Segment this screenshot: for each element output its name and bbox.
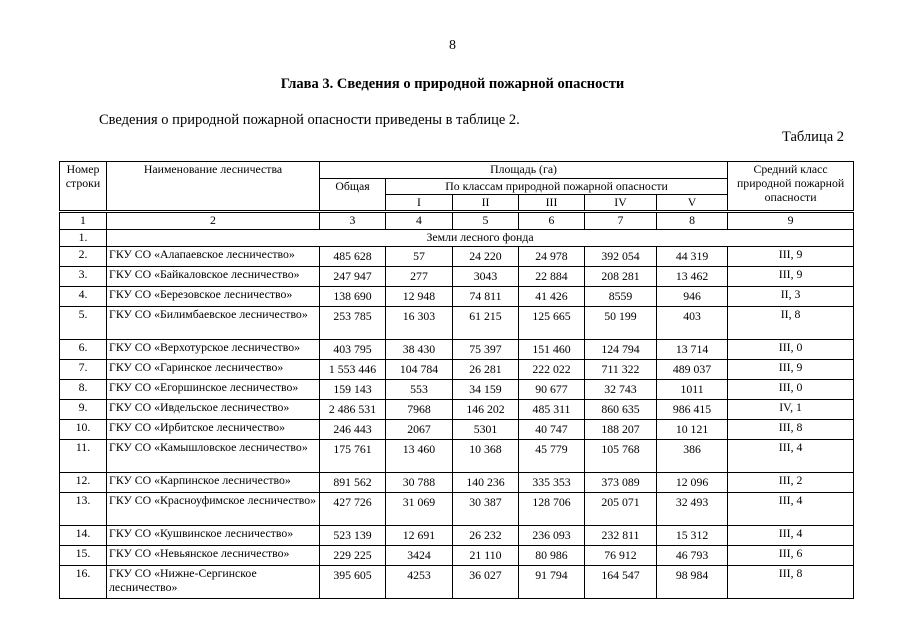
avg-class: III, 9 <box>728 267 854 287</box>
area-class-1: 57 <box>386 247 453 267</box>
forestry-name: ГКУ СО «Билимбаевское лесничество» <box>107 307 320 340</box>
header-name: Наименование лесничества <box>107 162 320 212</box>
forestry-name: ГКУ СО «Карпинское лесничество» <box>107 473 320 493</box>
avg-class: II, 3 <box>728 287 854 307</box>
area-class-2: 140 236 <box>453 473 519 493</box>
row-number: 9. <box>60 400 107 420</box>
forestry-name: ГКУ СО «Гаринское лесничество» <box>107 360 320 380</box>
area-class-2: 34 159 <box>453 380 519 400</box>
area-class-5: 386 <box>657 440 728 473</box>
area-class-1: 3424 <box>386 546 453 566</box>
area-class-2: 61 215 <box>453 307 519 340</box>
area-class-3: 236 093 <box>519 526 585 546</box>
area-class-3: 45 779 <box>519 440 585 473</box>
area-class-1: 277 <box>386 267 453 287</box>
area-class-1: 13 460 <box>386 440 453 473</box>
row-number: 8. <box>60 380 107 400</box>
column-number: 2 <box>107 212 320 230</box>
section-row <box>60 230 854 247</box>
area-class-2: 26 281 <box>453 360 519 380</box>
row-number: 7. <box>60 360 107 380</box>
area-class-1: 30 788 <box>386 473 453 493</box>
table-row <box>60 526 854 546</box>
area-class-1: 31 069 <box>386 493 453 526</box>
area-class-3: 125 665 <box>519 307 585 340</box>
area-class-3: 40 747 <box>519 420 585 440</box>
area-class-5: 12 096 <box>657 473 728 493</box>
table-row <box>60 400 854 420</box>
table-row <box>60 380 854 400</box>
header-row-number: Номер строки <box>60 162 107 212</box>
area-class-2: 26 232 <box>453 526 519 546</box>
column-number: 8 <box>657 212 728 230</box>
area-total: 395 605 <box>320 566 386 599</box>
area-class-3: 128 706 <box>519 493 585 526</box>
row-number: 2. <box>60 247 107 267</box>
area-class-3: 222 022 <box>519 360 585 380</box>
area-class-2: 10 368 <box>453 440 519 473</box>
area-class-3: 91 794 <box>519 566 585 599</box>
column-number: 4 <box>386 212 453 230</box>
row-number: 10. <box>60 420 107 440</box>
area-total: 229 225 <box>320 546 386 566</box>
header-by-class: По классам природной пожарной опасности <box>386 179 728 195</box>
row-number: 5. <box>60 307 107 340</box>
area-class-3: 485 311 <box>519 400 585 420</box>
forestry-name: ГКУ СО «Верхотурское лесничество» <box>107 340 320 360</box>
table-row <box>60 360 854 380</box>
area-class-3: 90 677 <box>519 380 585 400</box>
area-class-5: 98 984 <box>657 566 728 599</box>
column-number: 7 <box>585 212 657 230</box>
area-total: 485 628 <box>320 247 386 267</box>
area-class-4: 373 089 <box>585 473 657 493</box>
area-class-2: 36 027 <box>453 566 519 599</box>
area-class-4: 860 635 <box>585 400 657 420</box>
area-total: 891 562 <box>320 473 386 493</box>
area-total: 2 486 531 <box>320 400 386 420</box>
area-class-1: 553 <box>386 380 453 400</box>
forestry-name: ГКУ СО «Алапаевское лесничество» <box>107 247 320 267</box>
row-number: 4. <box>60 287 107 307</box>
area-class-5: 32 493 <box>657 493 728 526</box>
area-class-1: 7968 <box>386 400 453 420</box>
page-number: 8 <box>449 38 456 53</box>
table-row <box>60 473 854 493</box>
area-class-3: 151 460 <box>519 340 585 360</box>
table-row <box>60 340 854 360</box>
section-label: Земли лесного фонда <box>107 230 854 247</box>
area-class-2: 24 220 <box>453 247 519 267</box>
forestry-name: ГКУ СО «Кушвинское лесничество» <box>107 526 320 546</box>
table-label: Таблица 2 <box>781 129 844 145</box>
header-class-2: II <box>453 195 519 212</box>
area-class-4: 392 054 <box>585 247 657 267</box>
table-row <box>60 493 854 526</box>
area-class-2: 75 397 <box>453 340 519 360</box>
column-number: 9 <box>728 212 854 230</box>
table-row <box>60 440 854 473</box>
column-number: 3 <box>320 212 386 230</box>
header-avg-class: Средний класс природной пожарной опасности <box>728 162 854 212</box>
avg-class: III, 9 <box>728 247 854 267</box>
section-number: 1. <box>60 230 107 247</box>
column-number-row <box>60 212 854 230</box>
area-total: 523 139 <box>320 526 386 546</box>
area-class-5: 13 714 <box>657 340 728 360</box>
column-number: 6 <box>519 212 585 230</box>
area-class-3: 22 884 <box>519 267 585 287</box>
area-class-3: 80 986 <box>519 546 585 566</box>
forestry-name: ГКУ СО «Березовское лесничество» <box>107 287 320 307</box>
area-total: 253 785 <box>320 307 386 340</box>
forestry-name: ГКУ СО «Невьянское лесничество» <box>107 546 320 566</box>
row-number: 13. <box>60 493 107 526</box>
area-class-5: 10 121 <box>657 420 728 440</box>
area-class-2: 74 811 <box>453 287 519 307</box>
forestry-name: ГКУ СО «Камышловское лесничество» <box>107 440 320 473</box>
row-number: 16. <box>60 566 107 599</box>
area-class-5: 44 319 <box>657 247 728 267</box>
table-row <box>60 307 854 340</box>
avg-class: III, 8 <box>728 566 854 599</box>
header-area: Площадь (га) <box>320 162 728 179</box>
table-row <box>60 546 854 566</box>
area-class-4: 188 207 <box>585 420 657 440</box>
header-class-5: V <box>657 195 728 212</box>
table-row <box>60 247 854 267</box>
area-class-4: 711 322 <box>585 360 657 380</box>
row-number: 15. <box>60 546 107 566</box>
area-class-5: 13 462 <box>657 267 728 287</box>
forestry-name: ГКУ СО «Егоршинское лесничество» <box>107 380 320 400</box>
header-class-1: I <box>386 195 453 212</box>
row-number: 6. <box>60 340 107 360</box>
area-class-4: 164 547 <box>585 566 657 599</box>
table-row <box>60 267 854 287</box>
area-class-1: 104 784 <box>386 360 453 380</box>
area-class-2: 146 202 <box>453 400 519 420</box>
header-total: Общая <box>320 179 386 212</box>
area-class-4: 205 071 <box>585 493 657 526</box>
area-total: 159 143 <box>320 380 386 400</box>
area-total: 427 726 <box>320 493 386 526</box>
avg-class: III, 4 <box>728 440 854 473</box>
area-class-1: 12 948 <box>386 287 453 307</box>
area-total: 138 690 <box>320 287 386 307</box>
avg-class: III, 4 <box>728 526 854 546</box>
area-class-3: 41 426 <box>519 287 585 307</box>
area-class-5: 986 415 <box>657 400 728 420</box>
avg-class: III, 2 <box>728 473 854 493</box>
intro-paragraph: Сведения о природной пожарной опасности приведены в таблице 2. <box>99 112 520 128</box>
avg-class: II, 8 <box>728 307 854 340</box>
column-number: 1 <box>60 212 107 230</box>
area-class-5: 489 037 <box>657 360 728 380</box>
avg-class: III, 9 <box>728 360 854 380</box>
forestry-name: ГКУ СО «Байкаловское лесничество» <box>107 267 320 287</box>
area-class-2: 21 110 <box>453 546 519 566</box>
forestry-name: ГКУ СО «Красноуфимское лесничество» <box>107 493 320 526</box>
forestry-name: ГКУ СО «Ирбитское лесничество» <box>107 420 320 440</box>
avg-class: III, 4 <box>728 493 854 526</box>
chapter-heading: Глава 3. Сведения о природной пожарной опасности <box>280 76 625 92</box>
area-total: 175 761 <box>320 440 386 473</box>
area-class-1: 4253 <box>386 566 453 599</box>
avg-class: III, 0 <box>728 340 854 360</box>
row-number: 3. <box>60 267 107 287</box>
area-class-4: 208 281 <box>585 267 657 287</box>
area-class-4: 76 912 <box>585 546 657 566</box>
area-total: 246 443 <box>320 420 386 440</box>
avg-class: III, 6 <box>728 546 854 566</box>
area-total: 1 553 446 <box>320 360 386 380</box>
area-class-4: 32 743 <box>585 380 657 400</box>
area-total: 247 947 <box>320 267 386 287</box>
header-class-4: IV <box>585 195 657 212</box>
area-class-5: 403 <box>657 307 728 340</box>
area-class-4: 124 794 <box>585 340 657 360</box>
fire-danger-table <box>59 161 854 599</box>
area-class-5: 15 312 <box>657 526 728 546</box>
area-class-2: 5301 <box>453 420 519 440</box>
area-class-5: 1011 <box>657 380 728 400</box>
area-class-1: 16 303 <box>386 307 453 340</box>
forestry-name: ГКУ СО «Ивдельское лесничество» <box>107 400 320 420</box>
header-class-3: III <box>519 195 585 212</box>
area-class-4: 8559 <box>585 287 657 307</box>
area-class-4: 50 199 <box>585 307 657 340</box>
area-class-1: 38 430 <box>386 340 453 360</box>
area-class-4: 232 811 <box>585 526 657 546</box>
area-class-3: 335 353 <box>519 473 585 493</box>
column-number: 5 <box>453 212 519 230</box>
table-row <box>60 420 854 440</box>
area-total: 403 795 <box>320 340 386 360</box>
area-class-1: 12 691 <box>386 526 453 546</box>
table-row <box>60 566 854 599</box>
area-class-5: 946 <box>657 287 728 307</box>
table-row <box>60 287 854 307</box>
area-class-2: 30 387 <box>453 493 519 526</box>
avg-class: III, 8 <box>728 420 854 440</box>
area-class-3: 24 978 <box>519 247 585 267</box>
avg-class: IV, 1 <box>728 400 854 420</box>
row-number: 14. <box>60 526 107 546</box>
avg-class: III, 0 <box>728 380 854 400</box>
row-number: 11. <box>60 440 107 473</box>
area-class-2: 3043 <box>453 267 519 287</box>
area-class-5: 46 793 <box>657 546 728 566</box>
forestry-name: ГКУ СО «Нижне-Сергинское лесничество» <box>107 566 320 599</box>
row-number: 12. <box>60 473 107 493</box>
area-class-1: 2067 <box>386 420 453 440</box>
area-class-4: 105 768 <box>585 440 657 473</box>
